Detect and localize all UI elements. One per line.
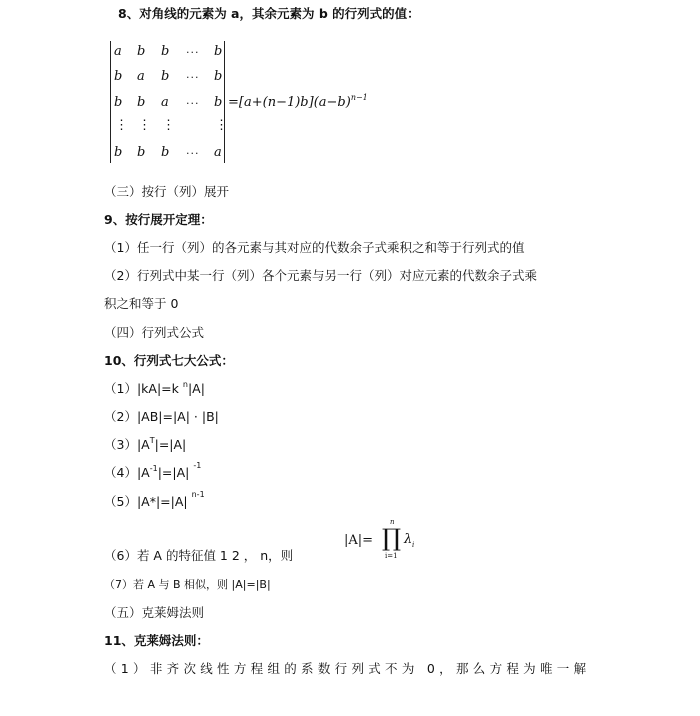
result-exponent: n−1 xyxy=(350,93,368,102)
matrix-cell: b xyxy=(137,145,146,160)
matrix-cell: b xyxy=(137,44,146,59)
formula-7: （7）若 A 与 B 相似，则 |A|=|B| xyxy=(104,578,271,591)
equals-sign: = xyxy=(228,95,239,110)
product-lambda: λ xyxy=(404,532,413,547)
formula-1 xyxy=(104,381,205,399)
matrix-cell: b xyxy=(214,95,223,110)
formula-4-exponent: -1 xyxy=(149,464,158,473)
matrix-cell: a xyxy=(214,145,222,160)
formula-6-text: （6）若 A 的特征值 1 2 ， n，则 xyxy=(104,548,294,563)
matrix-hdots: ··· xyxy=(186,46,200,59)
matrix-cell: a xyxy=(137,69,145,84)
matrix-cell: b xyxy=(137,95,146,110)
result-expression: [a+(n−1)b](a−b) xyxy=(238,95,351,110)
matrix-cell: a xyxy=(114,44,122,59)
matrix-cell: b xyxy=(161,69,170,84)
determinant-result xyxy=(228,95,368,110)
matrix-vdots: ⋮ xyxy=(115,118,128,133)
item9-title: 9、按行展开定理： xyxy=(104,212,213,227)
item10-title: 10、行列式七大公式： xyxy=(104,353,234,368)
formula-4 xyxy=(104,461,202,483)
product-lower-limit: i=1 xyxy=(385,552,398,560)
formula-5-prefix: （5）|A*|=|A| xyxy=(104,494,192,509)
item9-point2b: 积之和等于 0 xyxy=(104,296,179,311)
matrix-cell: b xyxy=(214,44,223,59)
matrix-hdots: ··· xyxy=(186,97,200,110)
formula-3-prefix: （3）|A xyxy=(104,437,150,452)
section-3-heading: （三）按行（列）展开 xyxy=(104,184,230,199)
formula-1-suffix: |A| xyxy=(187,381,205,396)
item9-point1: （1）任一行（列）的各元素与其对应的代数余子式乘积之和等于行列式的值 xyxy=(104,240,525,255)
formula-4-exponent2: -1 xyxy=(193,461,202,470)
determinant-left-bar xyxy=(110,41,111,163)
matrix-vdots: ⋮ xyxy=(162,118,175,133)
formula-3 xyxy=(104,437,186,455)
item9-point2a: （2）行列式中某一行（列）各个元素与另一行（列）对应元素的代数余子式乘 xyxy=(104,268,537,283)
matrix-cell: b xyxy=(161,44,170,59)
determinant-right-bar xyxy=(224,41,225,163)
formula-1-exponent: n xyxy=(182,380,188,389)
formula-2: （2）|AB|=|A| · |B| xyxy=(104,409,219,424)
product-upper-limit: n xyxy=(390,518,395,526)
formula-1-prefix: （1）|kA|=k xyxy=(104,381,183,396)
matrix-vdots: ⋮ xyxy=(138,118,151,133)
product-lambda-sub: i xyxy=(412,541,415,549)
formula-5 xyxy=(104,490,205,512)
formula-4-prefix: （4）|A xyxy=(104,465,150,480)
item11-title: 11、克莱姆法则： xyxy=(104,633,209,648)
matrix-cell: b xyxy=(114,145,123,160)
matrix-cell: a xyxy=(161,95,169,110)
matrix-cell: b xyxy=(114,95,123,110)
formula-3-exponent: T xyxy=(149,436,155,445)
formula-4-mid: |=|A| xyxy=(157,465,194,480)
item11-point1: （1）非齐次线性方程组的系数行列式不为 0，那么方程为唯一解 xyxy=(104,661,591,676)
section-4-heading: （四）行列式公式 xyxy=(104,325,205,340)
matrix-cell: b xyxy=(114,69,123,84)
section-5-heading: （五）克莱姆法则 xyxy=(104,605,205,620)
matrix-hdots: ··· xyxy=(186,71,200,84)
matrix-cell: b xyxy=(214,69,223,84)
product-lhs: |A|= xyxy=(344,533,374,548)
formula-5-exponent: n-1 xyxy=(191,490,205,499)
product-formula xyxy=(342,519,434,565)
matrix-cell: b xyxy=(161,145,170,160)
item8-heading: 8、对角线的元素为 a，其余元素为 b 的行列式的值： xyxy=(118,6,420,21)
formula-3-suffix: |=|A| xyxy=(154,437,187,452)
matrix-hdots: ··· xyxy=(186,147,200,160)
determinant-figure xyxy=(104,33,404,167)
product-symbol: ∏ xyxy=(382,524,402,552)
matrix-vdots: ⋮ xyxy=(215,118,228,133)
